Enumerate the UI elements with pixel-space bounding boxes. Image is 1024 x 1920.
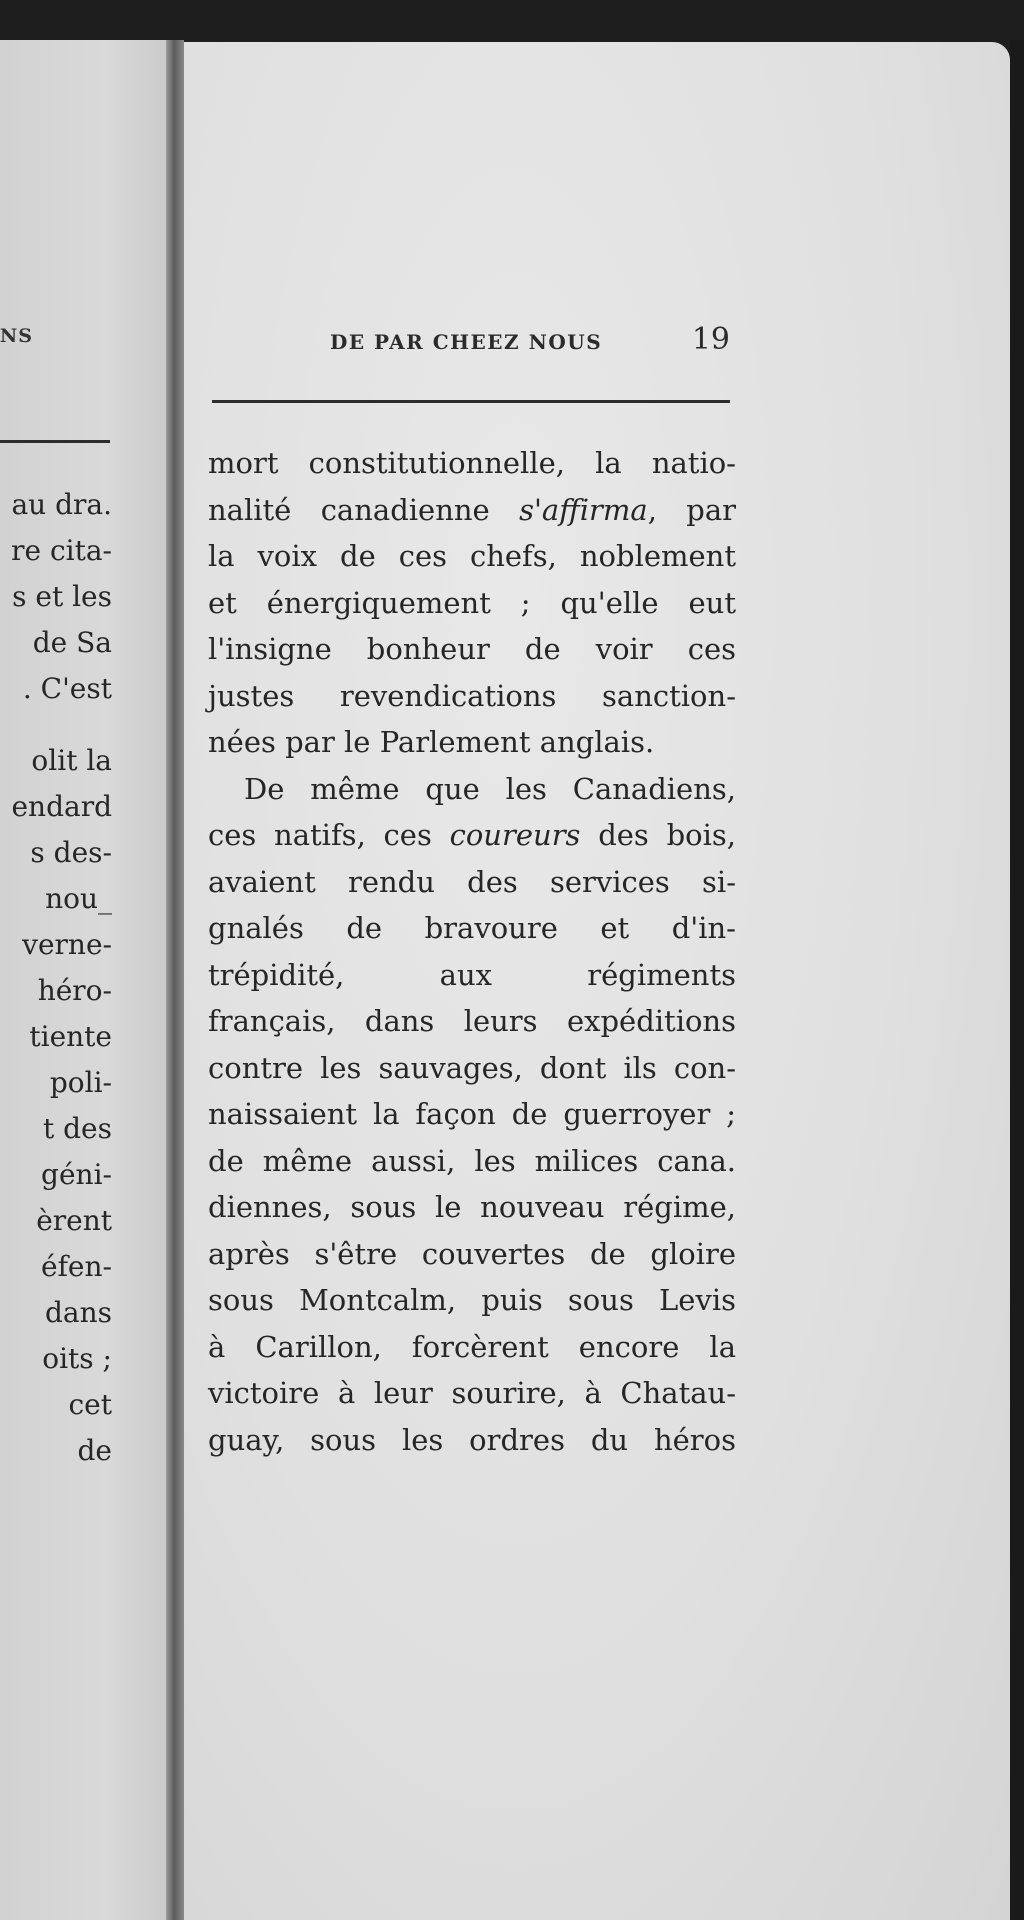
paragraph-1 bbox=[208, 440, 736, 766]
left-text-line: èrent bbox=[36, 1204, 112, 1237]
header-rule bbox=[212, 400, 730, 403]
left-text-line: de bbox=[77, 1434, 112, 1467]
left-text-line: poli- bbox=[49, 1066, 112, 1099]
left-text-line: dans bbox=[44, 1296, 112, 1329]
italic-word: coureurs bbox=[449, 818, 581, 852]
text-line: diennes, sous le nouveau régime, bbox=[208, 1190, 736, 1224]
left-text-line: re cita- bbox=[11, 534, 112, 567]
left-header-rule bbox=[0, 440, 110, 443]
text-line: gnalés de bravoure et d'in- bbox=[208, 911, 736, 945]
left-text-line: s des- bbox=[30, 836, 112, 869]
text-line: trépidité, aux régiments bbox=[208, 957, 736, 992]
left-text-line: verne- bbox=[22, 928, 112, 961]
italic-word: s'affirma bbox=[519, 492, 648, 527]
page-edge-shadow bbox=[1010, 40, 1024, 1920]
text-line: avaient rendu des services si- bbox=[208, 864, 736, 899]
text-line: mort constitutionnelle, la natio- bbox=[208, 446, 736, 480]
left-running-head: NS bbox=[0, 325, 33, 347]
text-line: la voix de ces chefs, noblement bbox=[208, 539, 736, 573]
left-text-line: tiente bbox=[29, 1020, 112, 1053]
left-text-line: . C'est bbox=[22, 672, 112, 705]
text-line: et énergiquement ; qu'elle eut bbox=[208, 585, 736, 620]
left-text-line: au dra. bbox=[11, 488, 112, 521]
left-text-block bbox=[11, 482, 112, 1474]
text-line: nalité canadienne s'affirma, par bbox=[208, 492, 736, 527]
book-gutter bbox=[166, 40, 184, 1920]
running-head: DE PAR CHEEZ NOUS bbox=[330, 330, 603, 354]
text-line: contre les sauvages, dont ils con- bbox=[208, 1050, 736, 1085]
text-line: victoire à leur sourire, à Chatau- bbox=[208, 1376, 736, 1410]
left-text-line: t des bbox=[42, 1112, 112, 1145]
left-text-line: olit la bbox=[31, 744, 112, 777]
text-line: guay, sous les ordres du héros bbox=[208, 1422, 736, 1457]
left-text-line: s et les bbox=[12, 580, 112, 613]
left-paragraph-gap bbox=[11, 712, 112, 738]
text-line: l'insigne bonheur de voir ces bbox=[208, 632, 736, 666]
left-text-line: endard bbox=[11, 790, 112, 823]
left-text-line: éfen- bbox=[41, 1250, 112, 1283]
text-line: sous Montcalm, puis sous Levis bbox=[208, 1283, 736, 1317]
text-line: ces natifs, ces coureurs des bois, bbox=[208, 818, 736, 852]
page-header bbox=[330, 322, 730, 357]
left-page-fragment bbox=[0, 40, 178, 1920]
text-line: après s'être couvertes de gloire bbox=[208, 1236, 736, 1271]
left-text-line: héro- bbox=[37, 974, 112, 1007]
left-text-line: nou_ bbox=[45, 882, 112, 915]
left-text-line: de Sa bbox=[32, 626, 112, 659]
left-text-line: oits ; bbox=[42, 1342, 112, 1375]
text-line: justes revendications sanction- bbox=[208, 678, 736, 713]
text-line: de même aussi, les milices cana. bbox=[208, 1143, 736, 1178]
left-text-line: cet bbox=[68, 1388, 112, 1421]
text-line: nées par le Parlement anglais. bbox=[208, 725, 655, 759]
text-line: à Carillon, forcèrent encore la bbox=[208, 1329, 736, 1364]
body-text bbox=[208, 440, 736, 1463]
text-line: De même que les Canadiens, bbox=[244, 771, 736, 806]
paragraph-2 bbox=[208, 766, 736, 1464]
text-line: naissaient la façon de guerroyer ; bbox=[208, 1097, 736, 1131]
text-line: français, dans leurs expéditions bbox=[208, 1004, 736, 1038]
left-text-line: géni- bbox=[41, 1158, 112, 1191]
page-number: 19 bbox=[691, 322, 730, 357]
